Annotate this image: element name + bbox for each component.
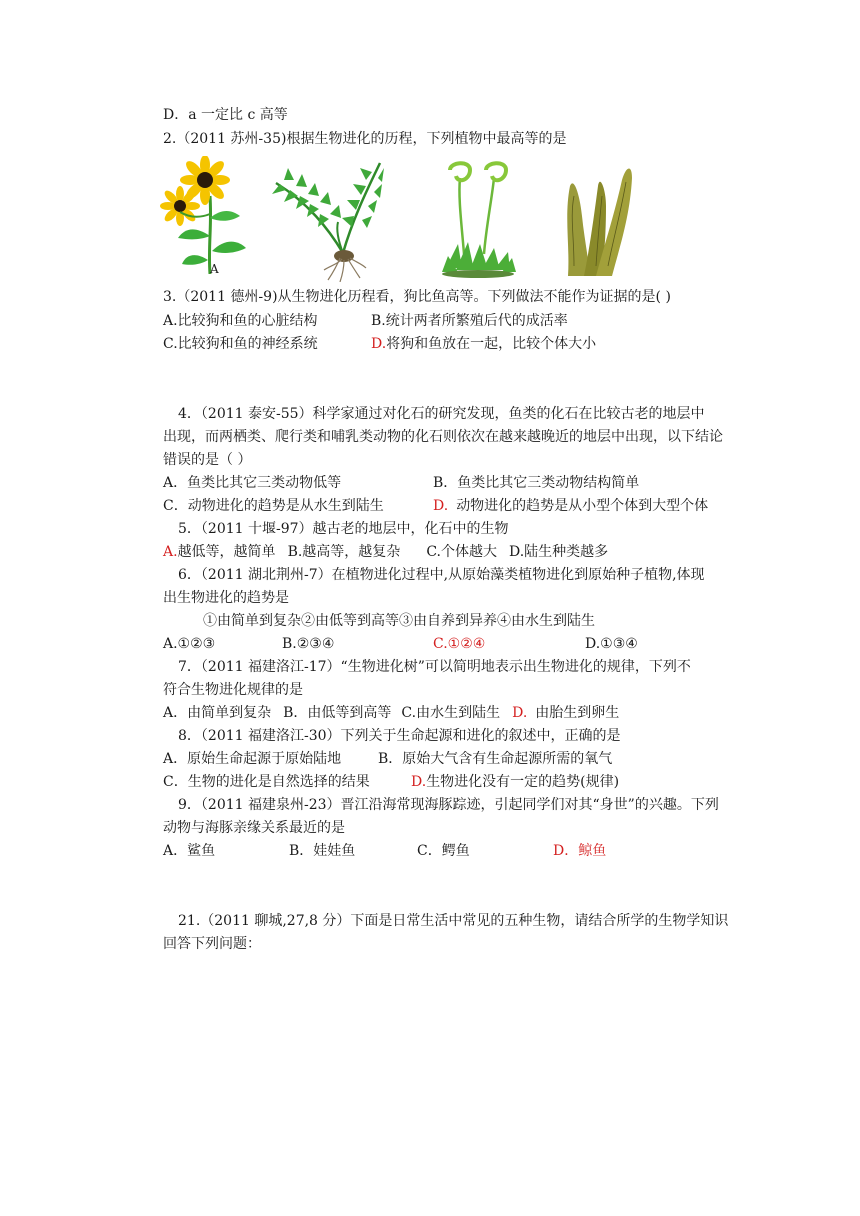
- q3-option-d: [371, 334, 596, 354]
- q9-option-c: C．鳄鱼: [417, 843, 470, 859]
- answer-letter: A.: [163, 544, 178, 560]
- q4-option-d: [433, 496, 708, 516]
- answer-letter: D.: [411, 774, 427, 790]
- option-d-prev: D．a 一定比 c 高等: [163, 107, 288, 123]
- q8-option-b: B．原始大气含有生命起源所需的氧气: [378, 751, 613, 767]
- q3-option-b: B.统计两者所繁殖后代的成活率: [371, 313, 568, 329]
- fern-image: [268, 158, 386, 282]
- q9-option-a: A．鲨鱼: [163, 843, 216, 859]
- option-text: 将狗和鱼放在一起，比较个体大小: [386, 336, 597, 352]
- question-5: 5．（2011 十堰-97）越古老的地层中，化石中的生物: [178, 521, 509, 537]
- question-2: 2.（2011 苏州-35)根据生物进化的历程，下列植物中最高等的是: [163, 131, 567, 147]
- question-4-line2: 出现，而两栖类、爬行类和哺乳类动物的化石则依次在越来越晚近的地层中出现，以下结论: [163, 429, 723, 445]
- q7-option-c: C.由水生到陆生: [401, 705, 501, 721]
- question-3: 3.（2011 德州-9)从生物进化历程看，狗比鱼高等。下列做法不能作为证据的是( ): [163, 289, 671, 305]
- question-6-line3: ①由简单到复杂②由低等到高等③由自养到异养④由水生到陆生: [203, 613, 595, 629]
- moss-image: [436, 158, 520, 278]
- question-21-line2: 回答下列问题：: [163, 936, 261, 952]
- q7-option-b: B．由低等到高等: [283, 705, 392, 721]
- answer-letter: D.: [433, 498, 449, 514]
- answer-letter: D.: [512, 705, 528, 721]
- question-6-line1: 6．（2011 湖北荆州-7）在植物进化过程中,从原始藻类植物进化到原始种子植物,体现: [178, 567, 705, 583]
- question-7-line2: 符合生物进化规律的是: [163, 682, 303, 698]
- question-6-line2: 出生物进化的趋势是: [163, 590, 289, 606]
- question-9-line2: 动物与海豚亲缘关系最近的是: [163, 820, 345, 836]
- question-4-line3: 错误的是（ ）: [163, 452, 252, 468]
- q6-option-d: D.①③④: [585, 636, 638, 652]
- q7-option-d: 由胎生到卵生: [535, 705, 620, 721]
- q8-option-a: A．原始生命起源于原始陆地: [163, 751, 342, 767]
- question-21-line1: 21.（2011 聊城,27,8 分）下面是日常生活中常见的五种生物，请结合所学的生物学知识: [178, 913, 729, 929]
- q8-option-c: C．生物的进化是自然选择的结果: [163, 774, 370, 790]
- q4-option-a: A．鱼类比其它三类动物低等: [163, 475, 342, 491]
- q4-option-b: B．鱼类比其它三类动物结构简单: [433, 475, 640, 491]
- question-7-line1: 7．（2011 福建洛江-17）“生物进化树”可以简明地表示出生物进化的规律，下列不: [178, 659, 691, 675]
- q6-option-a: A.①②③: [163, 636, 216, 652]
- q5-option-d: D.陆生种类越多: [508, 544, 609, 560]
- q6-option-b: B.②③④: [282, 636, 335, 652]
- option-text: 动物进化的趋势是从小型个体到大型个体: [456, 498, 709, 514]
- q5-option-c: C.个体越大: [426, 544, 497, 560]
- answer-letter: D.: [371, 336, 387, 352]
- question-4-line1: 4．（2011 泰安-55）科学家通过对化石的研究发现，鱼类的化石在比较古老的地层中: [178, 406, 705, 422]
- q7-options: [163, 703, 619, 723]
- question-9-line1: 9．（2011 福建泉州-23）晋江沿海常现海豚踪迹，引起同学们对其“身世”的兴趣。下列: [178, 797, 719, 813]
- q8-option-d: [411, 772, 619, 792]
- q4-option-c: C．动物进化的趋势是从水生到陆生: [163, 498, 384, 514]
- image-label-a: A: [210, 262, 219, 274]
- q7-option-a: A．由简单到复杂: [163, 705, 272, 721]
- q5-option-a: 越低等，越简单: [177, 544, 276, 560]
- sunflower-image: [160, 156, 252, 274]
- q9-option-b: B．娃娃鱼: [289, 843, 356, 859]
- q5-options: [163, 542, 608, 562]
- option-text: 生物进化没有一定的趋势(规律): [426, 774, 620, 790]
- q3-option-c: C.比较狗和鱼的神经系统: [163, 336, 318, 352]
- q3-option-a: A.比较狗和鱼的心脏结构: [163, 313, 318, 329]
- kelp-image: [560, 156, 638, 280]
- question-8: 8．（2011 福建洛江-30）下列关于生命起源和进化的叙述中，正确的是: [178, 728, 621, 744]
- q6-option-c: C.①②④: [433, 636, 486, 652]
- q9-option-d: D．鲸鱼: [553, 843, 607, 859]
- q5-option-b: B.越高等，越复杂: [287, 544, 401, 560]
